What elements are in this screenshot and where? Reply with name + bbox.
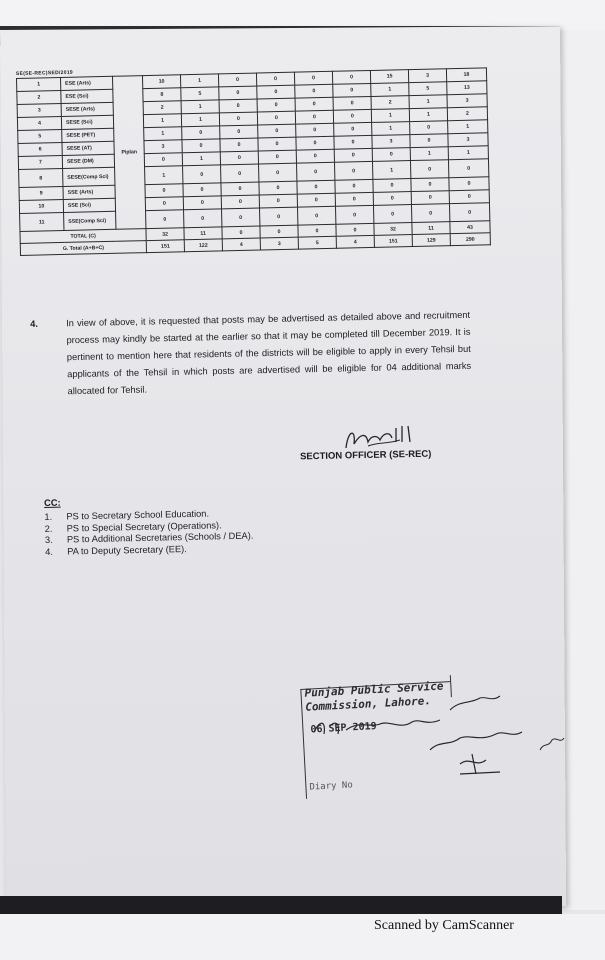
value-cell: 2 — [143, 101, 181, 115]
value-cell: 0 — [184, 209, 222, 228]
value-cell: 0 — [257, 111, 295, 125]
value-cell: 0 — [297, 180, 335, 194]
post-name-cell: SESE (PET) — [62, 128, 114, 142]
value-cell: 0 — [334, 161, 372, 180]
value-cell: 0 — [411, 178, 449, 192]
value-cell: 18 — [446, 68, 486, 82]
post-name-cell: ESE (Sci) — [61, 89, 113, 103]
value-cell: 0 — [411, 191, 449, 205]
value-cell: 0 — [220, 125, 258, 139]
total-value-cell: 3 — [260, 237, 298, 250]
paragraph-text: In view of above, it is requested that posts may be advertised as detailed above and recruitment process may kindly be started at the earlier so that it may be completed till December 2019. It is pertinent to mention here that residents of the districts will be eligible to apply in every Tehsil but applicants of the Tehsil in which posts are advertised will be eligible for 04 additional marks allocated for Tehsil. — [66, 309, 472, 397]
post-name-cell: SESE (Sci) — [61, 115, 113, 129]
scanner-watermark: Scanned by CamScanner — [374, 918, 514, 933]
value-cell: 0 — [146, 210, 184, 229]
paragraph-4 — [30, 307, 472, 401]
value-cell: 0 — [334, 122, 372, 136]
posts-table — [16, 67, 491, 304]
value-cell: 1 — [372, 122, 410, 136]
total-value-cell: 129 — [412, 234, 450, 247]
row-number-cell: 7 — [18, 155, 62, 169]
total-value-cell: 0 — [260, 225, 298, 238]
value-cell: 0 — [410, 134, 448, 148]
value-cell: 5 — [409, 82, 447, 96]
post-name-cell: SESE (AT) — [62, 141, 114, 155]
cc-list — [44, 508, 253, 558]
cc-item: 2. PS to Special Secretary (Operations). — [44, 519, 222, 534]
value-cell: 1 — [180, 74, 218, 88]
total-value-cell: 151 — [374, 235, 412, 248]
cc-block — [44, 494, 254, 558]
value-cell: 0 — [295, 97, 333, 111]
value-cell: 0 — [221, 195, 259, 209]
value-cell: 1 — [371, 109, 409, 123]
value-cell: 0 — [296, 136, 334, 150]
value-cell: 1 — [182, 152, 220, 166]
value-cell: 0 — [295, 110, 333, 124]
value-cell: 0 — [183, 183, 221, 197]
table-caption: SE(SE-REC)SED/2019 — [15, 69, 74, 78]
value-cell: 1 — [144, 127, 182, 141]
total-value-cell: 0 — [336, 223, 374, 236]
value-cell: 1 — [409, 95, 447, 109]
total-value-cell: 122 — [184, 239, 222, 252]
value-cell: 0 — [182, 139, 220, 153]
row-number-cell: 8 — [19, 168, 63, 187]
value-cell: 0 — [334, 135, 372, 149]
value-cell: 0 — [449, 190, 489, 204]
row-number-cell: 1 — [17, 77, 61, 91]
post-name-cell: SSE(Comp Sci) — [64, 211, 116, 230]
district-cell: Piplan — [112, 76, 145, 230]
value-cell: 0 — [218, 73, 256, 87]
total-value-cell: 11 — [184, 227, 222, 240]
post-name-cell: SESE (Arts) — [61, 102, 113, 116]
footer-area — [0, 914, 605, 960]
value-cell: 1 — [143, 114, 181, 128]
value-cell: 1 — [448, 146, 488, 160]
value-cell: 0 — [259, 181, 297, 195]
value-cell: 3 — [144, 140, 182, 154]
handwritten-notes — [300, 690, 570, 793]
post-name-cell: SSE (Arts) — [63, 185, 115, 199]
value-cell: 8 — [143, 88, 181, 102]
value-cell: 0 — [258, 150, 296, 164]
value-cell: 0 — [259, 194, 297, 208]
total-value-cell: 4 — [222, 238, 260, 251]
value-cell: 1 — [372, 161, 410, 180]
total-value-cell: 0 — [222, 226, 260, 239]
value-cell: 15 — [370, 70, 408, 84]
value-cell: 0 — [333, 96, 371, 110]
value-cell: 0 — [220, 138, 258, 152]
post-name-cell: SSE (Sci) — [63, 198, 115, 212]
value-cell: 1 — [409, 108, 447, 122]
value-cell: 1 — [448, 120, 488, 134]
value-cell: 0 — [144, 153, 182, 167]
row-number-cell: 4 — [17, 116, 61, 130]
value-cell: 2 — [447, 107, 487, 121]
posts-grid — [16, 67, 491, 256]
total-value-cell: 290 — [450, 233, 490, 246]
post-name-cell: ESE (Arts) — [60, 76, 112, 90]
total-label-cell: G. Total (A+B+C) — [20, 241, 146, 256]
total-value-cell: 43 — [450, 221, 490, 234]
value-cell: 0 — [334, 148, 372, 162]
value-cell: 1 — [181, 100, 219, 114]
cc-item: 4. PA to Deputy Secretary (EE). — [45, 543, 187, 557]
total-label-cell: TOTAL (C) — [20, 229, 146, 244]
row-number-cell: 10 — [19, 199, 63, 213]
row-number-cell: 9 — [19, 186, 63, 200]
value-cell: 3 — [448, 133, 488, 147]
stamp-line-1: Punjab Public Service — [304, 679, 444, 700]
cc-item: 3. PS to Additional Secretaries (Schools / DEA). — [44, 530, 254, 545]
value-cell: 0 — [449, 203, 489, 222]
row-number-cell: 6 — [18, 142, 62, 156]
value-cell: 0 — [298, 206, 336, 225]
value-cell: 0 — [335, 179, 373, 193]
value-cell: 0 — [335, 205, 373, 224]
value-cell: 0 — [332, 70, 370, 84]
value-cell: 0 — [182, 126, 220, 140]
value-cell: 10 — [142, 75, 180, 89]
stamp-date: 06 SEP 2019 — [310, 721, 377, 736]
stamp-line-2: Commission, Lahore. — [304, 694, 432, 714]
value-cell: 0 — [410, 160, 448, 179]
value-cell: 0 — [296, 149, 334, 163]
value-cell: 0 — [411, 204, 449, 223]
value-cell: 0 — [333, 83, 371, 97]
value-cell: 3 — [372, 135, 410, 149]
value-cell: 1 — [410, 147, 448, 161]
value-cell: 0 — [145, 197, 183, 211]
value-cell: 0 — [258, 124, 296, 138]
value-cell: 0 — [449, 177, 489, 191]
value-cell: 0 — [296, 123, 334, 137]
total-value-cell: 0 — [298, 224, 336, 237]
total-value-cell: 4 — [336, 235, 374, 248]
scan-bottom-edge — [0, 896, 562, 914]
value-cell: 0 — [219, 86, 257, 100]
value-cell: 0 — [219, 99, 257, 113]
value-cell: 0 — [297, 193, 335, 207]
value-cell: 0 — [260, 207, 298, 226]
stamp-diary: Diary No — [309, 780, 354, 793]
total-value-cell: 151 — [146, 240, 184, 253]
value-cell: 0 — [258, 137, 296, 151]
total-value-cell: 11 — [412, 222, 450, 235]
value-cell: 0 — [297, 162, 335, 181]
row-number-cell: 11 — [20, 212, 64, 231]
value-cell: 0 — [373, 192, 411, 206]
total-value-cell: 32 — [146, 228, 184, 241]
row-number-cell: 3 — [17, 103, 61, 117]
value-cell: 5 — [181, 87, 219, 101]
value-cell: 1 — [145, 166, 183, 185]
post-name-cell: SESE(Comp Sci) — [63, 167, 115, 186]
total-value-cell: 32 — [374, 223, 412, 236]
value-cell: 0 — [183, 165, 221, 184]
value-cell: 0 — [220, 151, 258, 165]
value-cell: 0 — [294, 71, 332, 85]
value-cell: 0 — [333, 109, 371, 123]
value-cell: 0 — [373, 205, 411, 224]
value-cell: 2 — [371, 96, 409, 110]
value-cell: 0 — [183, 196, 221, 210]
value-cell: 0 — [219, 112, 257, 126]
value-cell: 0 — [373, 179, 411, 193]
value-cell: 0 — [448, 159, 488, 178]
value-cell: 0 — [257, 85, 295, 99]
value-cell: 0 — [222, 208, 260, 227]
value-cell: 0 — [295, 84, 333, 98]
value-cell: 0 — [145, 184, 183, 198]
value-cell: 13 — [447, 81, 487, 95]
value-cell: 0 — [410, 121, 448, 135]
value-cell: 0 — [221, 164, 259, 183]
cc-item: 1. PS to Secretary School Education. — [44, 508, 210, 522]
total-value-cell: 5 — [298, 236, 336, 249]
paragraph-number: 4. — [30, 318, 39, 329]
value-cell: 0 — [256, 72, 294, 86]
value-cell: 3 — [408, 69, 446, 83]
value-cell: 0 — [257, 98, 295, 112]
section-officer-title: SECTION OFFICER (SE-REC) — [299, 448, 432, 463]
post-name-cell: SESE (DM) — [62, 154, 114, 168]
value-cell: 0 — [221, 182, 259, 196]
value-cell: 0 — [259, 163, 297, 182]
row-number-cell: 2 — [17, 90, 61, 104]
value-cell: 0 — [372, 148, 410, 162]
row-number-cell: 5 — [18, 129, 62, 143]
value-cell: 1 — [371, 83, 409, 97]
value-cell: 0 — [335, 192, 373, 206]
value-cell: 1 — [181, 113, 219, 127]
cc-label: CC: — [44, 497, 61, 508]
value-cell: 3 — [447, 94, 487, 108]
